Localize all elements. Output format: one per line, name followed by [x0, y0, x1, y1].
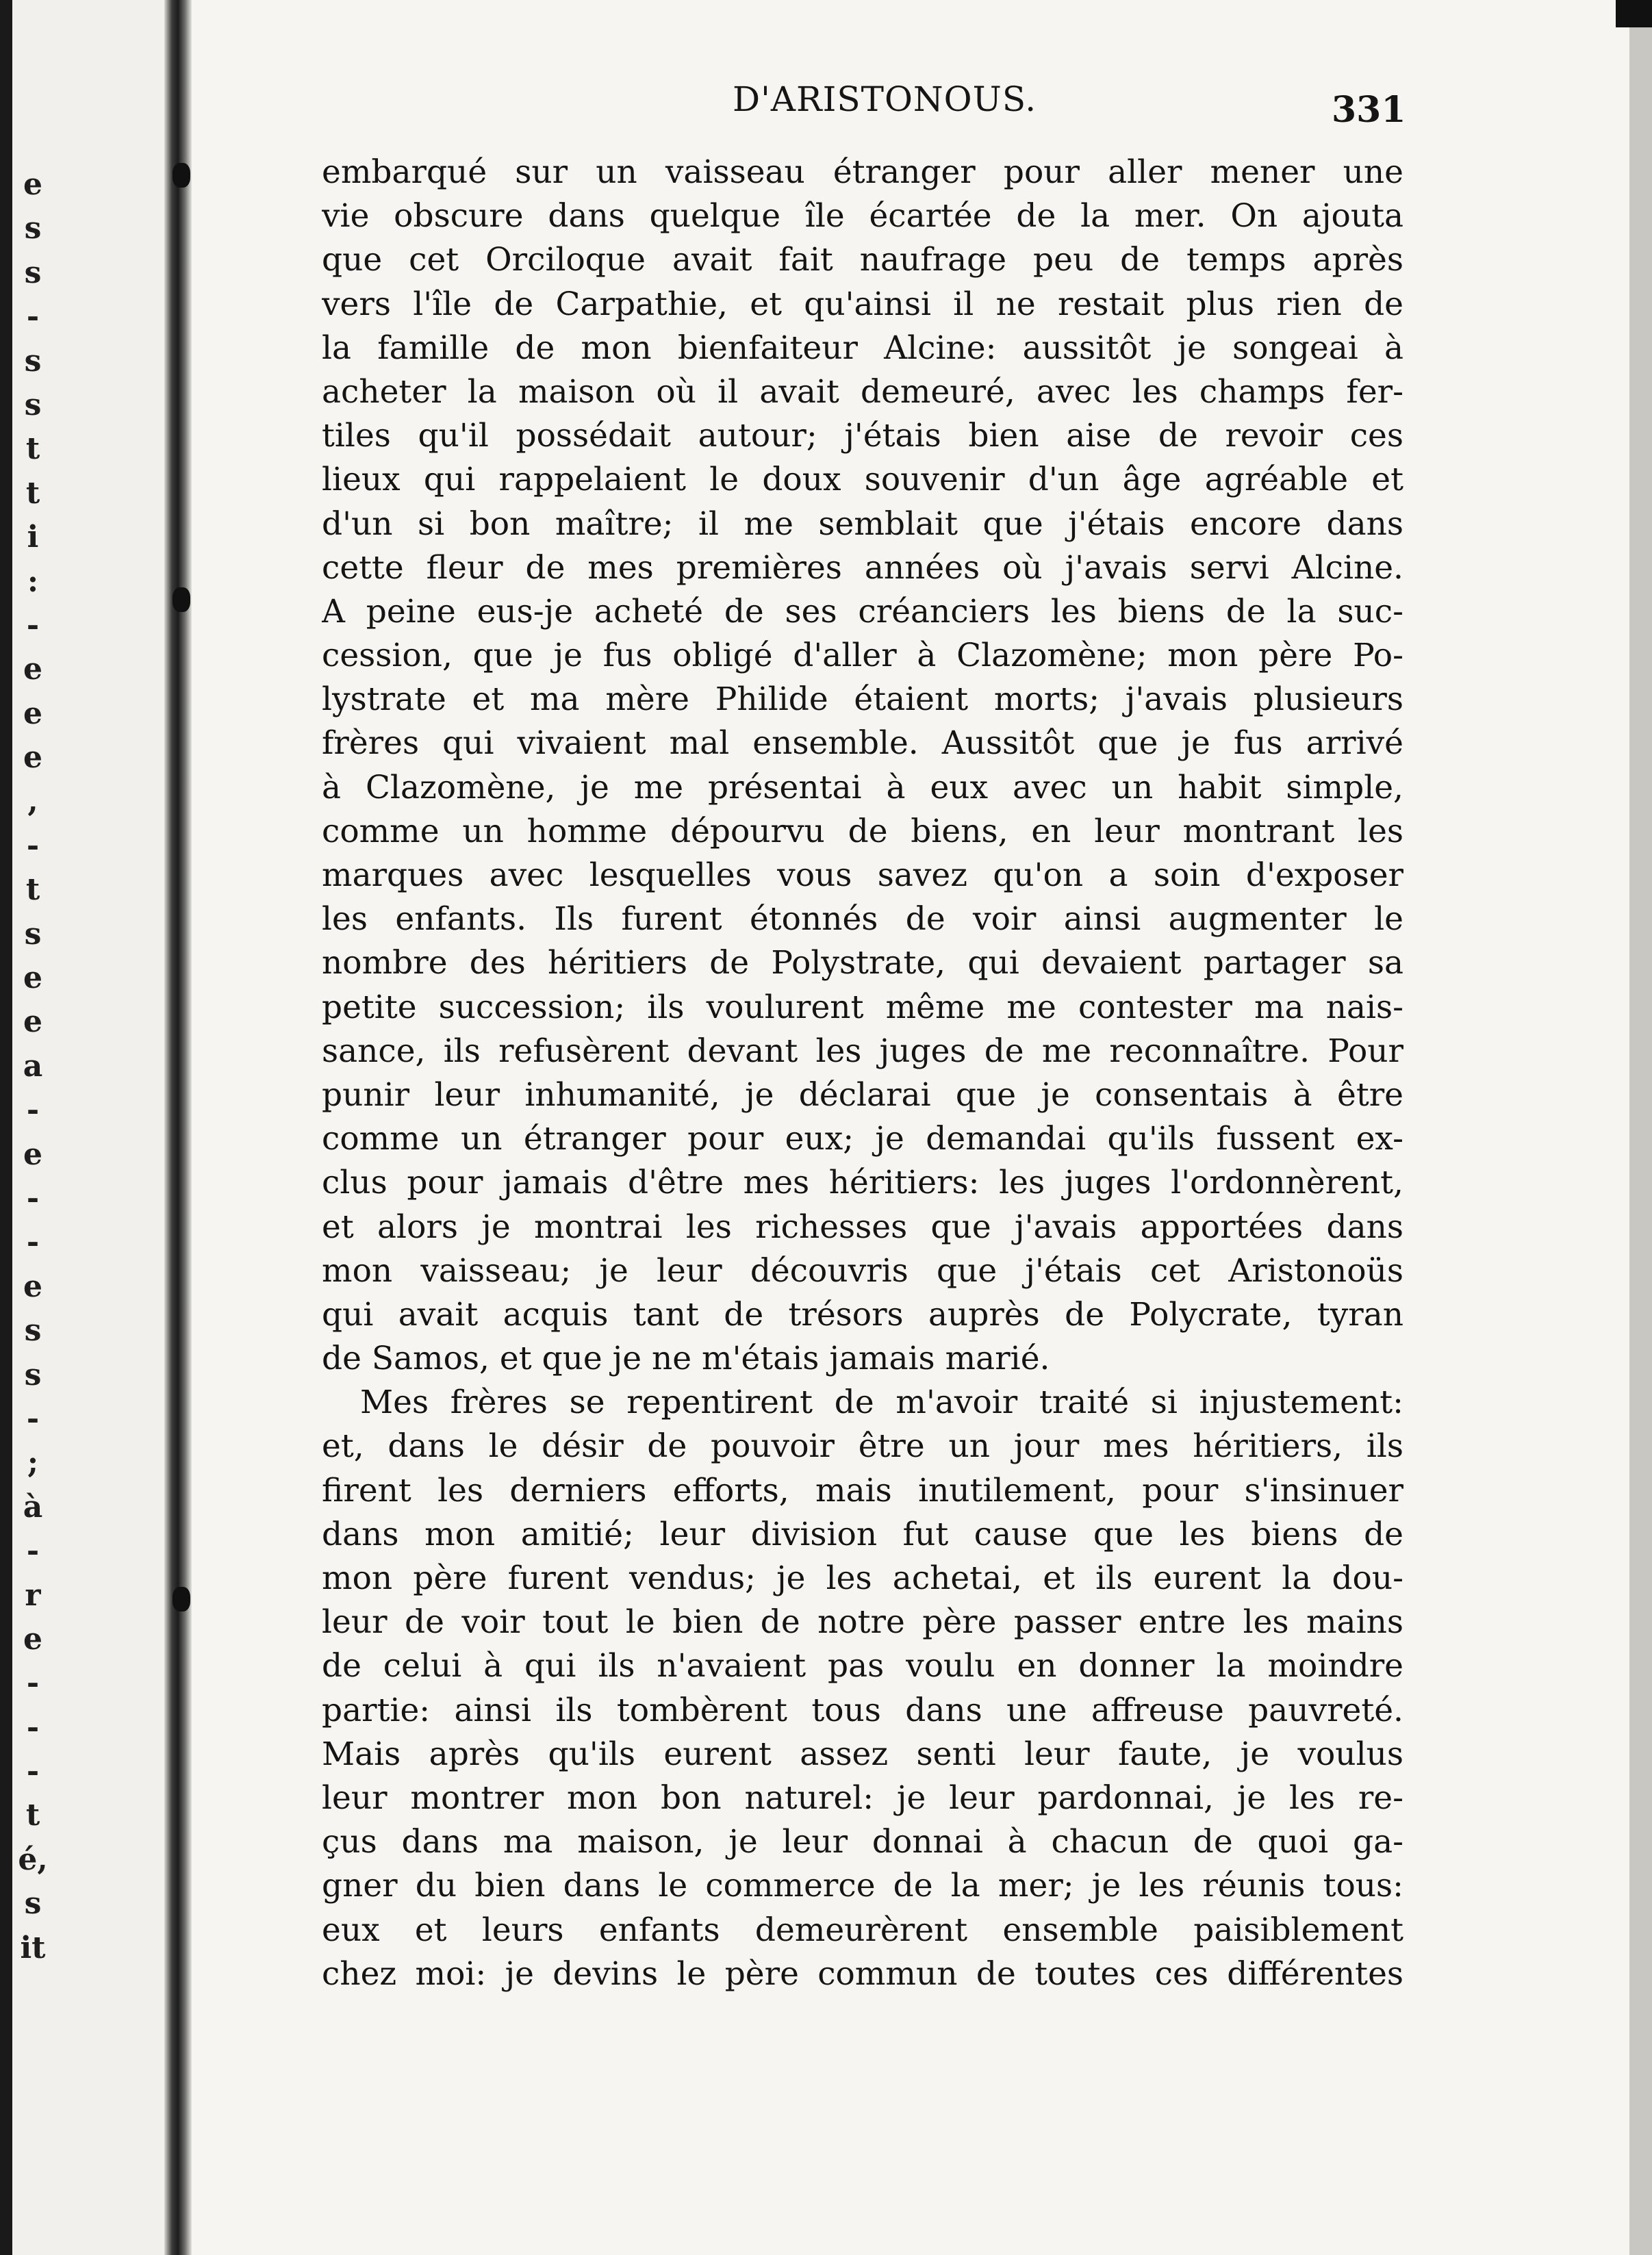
- text-line: vie obscure dans quelque île écartée de la mer. On ajouta: [322, 197, 1403, 235]
- text-line: cession, que je fus obligé d'aller à Clazomène; mon père Po-: [322, 637, 1403, 675]
- scan-border-left: [0, 0, 12, 2255]
- text-line: qui avait acquis tant de trésors auprès de Polycrate, tyran: [322, 1295, 1403, 1334]
- text-line: firent les derniers efforts, mais inutilement, pour s'insinuer: [322, 1471, 1403, 1509]
- facing-fragment: e: [23, 1621, 42, 1657]
- text-line: marques avec lesquelles vous savez qu'on a soin d'exposer: [322, 856, 1403, 894]
- facing-fragment: -: [26, 1401, 40, 1436]
- facing-fragment: -: [26, 1180, 40, 1216]
- text-line: lystrate et ma mère Philide étaient morts; j'avais plusieurs: [322, 680, 1403, 719]
- facing-fragment: i: [27, 520, 39, 555]
- facing-fragment: s: [24, 1313, 42, 1349]
- text-line: les enfants. Ils furent étonnés de voir ainsi augmenter le: [322, 900, 1403, 939]
- facing-fragment: -: [26, 299, 40, 335]
- facing-fragment: -: [26, 1093, 40, 1128]
- facing-fragment: e: [23, 1269, 42, 1304]
- text-line: cette fleur de mes premières années où j'avais servi Alcine.: [322, 548, 1403, 587]
- text-line: tiles qu'il possédait autour; j'étais bien aise de revoir ces: [322, 417, 1403, 455]
- facing-fragment: -: [26, 1225, 40, 1260]
- facing-fragment: e: [23, 740, 42, 776]
- facing-fragment: é,: [18, 1842, 48, 1877]
- facing-fragment: a: [23, 1048, 43, 1084]
- facing-fragment: -: [26, 1666, 40, 1701]
- text-line: dans mon amitié; leur division fut cause que les biens de: [322, 1515, 1403, 1553]
- facing-page-fragments: [12, 163, 53, 1970]
- text-line: A peine eus-je acheté de ses créanciers les biens de la suc-: [322, 592, 1403, 630]
- facing-page-edge: [12, 0, 164, 2255]
- facing-fragment: e: [23, 960, 42, 996]
- facing-fragment: s: [24, 1357, 42, 1392]
- facing-fragment: ,: [27, 784, 38, 819]
- text-line: mon père furent vendus; je les achetai, et ils eurent la dou-: [322, 1559, 1403, 1597]
- text-line: Mes frères se repentirent de m'avoir traité si injustement:: [360, 1384, 1403, 1422]
- text-line: embarqué sur un vaisseau étranger pour aller mener une: [322, 153, 1403, 191]
- text-line: frères qui vivaient mal ensemble. Aussitôt que je fus arrivé: [322, 724, 1403, 763]
- text-line: leur de voir tout le bien de notre père passer entre les mains: [322, 1603, 1403, 1642]
- facing-fragment: t: [25, 431, 40, 467]
- text-line: çus dans ma maison, je leur donnai à chacun de quoi ga-: [322, 1823, 1403, 1861]
- text-line: à Clazomène, je me présentai à eux avec un habit simple,: [322, 768, 1403, 806]
- page-number: 331: [1332, 89, 1406, 131]
- facing-fragment: e: [23, 167, 42, 202]
- text-line: et, dans le désir de pouvoir être un jour mes héritiers, ils: [322, 1427, 1403, 1466]
- text-line: Mais après qu'ils eurent assez senti leur faute, je voulus: [322, 1735, 1403, 1773]
- facing-fragment: e: [23, 652, 42, 687]
- text-line: que cet Orciloque avait fait naufrage peu de temps après: [322, 241, 1403, 279]
- text-line: lieux qui rappelaient le doux souvenir d'un âge agréable et: [322, 461, 1403, 499]
- text-line: partie: ainsi ils tombèrent tous dans une affreuse pauvreté.: [322, 1691, 1403, 1729]
- text-line: et alors je montrai les richesses que j'avais apportées dans: [322, 1208, 1403, 1246]
- scan-corner: [1616, 0, 1652, 27]
- text-line: mon vaisseau; je leur découvris que j'étais cet Aristonoüs: [322, 1251, 1403, 1290]
- text-line: petite succession; ils voulurent même me contester ma nais-: [322, 988, 1403, 1026]
- scan-border-right: [1629, 0, 1652, 2255]
- text-line: d'un si bon maître; il me semblait que j'étais encore dans: [322, 505, 1403, 543]
- facing-fragment: s: [24, 255, 42, 290]
- text-line: chez moi: je devins le père commun de toutes ces différentes: [322, 1954, 1403, 1993]
- facing-fragment: -: [26, 1533, 40, 1569]
- text-line: leur montrer mon bon naturel: je leur pardonnai, je les re-: [322, 1779, 1403, 1817]
- facing-fragment: s: [24, 387, 42, 422]
- text-line: eux et leurs enfants demeurèrent ensemble paisiblement: [322, 1911, 1403, 1949]
- facing-fragment: t: [25, 475, 40, 511]
- facing-fragment: e: [23, 1136, 42, 1172]
- facing-fragment: -: [26, 828, 40, 863]
- facing-fragment: e: [23, 1004, 42, 1040]
- facing-fragment: s: [24, 916, 42, 952]
- facing-fragment: r: [25, 1577, 41, 1613]
- facing-fragment: t: [25, 872, 40, 908]
- binding-mark: [173, 1587, 190, 1611]
- text-line: comme un homme dépourvu de biens, en leur montrant les: [322, 812, 1403, 850]
- facing-fragment: s: [24, 1886, 42, 1922]
- text-line: la famille de mon bienfaiteur Alcine: aussitôt je songeai à: [322, 329, 1403, 367]
- text-line: sance, ils refusèrent devant les juges de me reconnaître. Pour: [322, 1032, 1403, 1070]
- text-line: acheter la maison où il avait demeuré, avec les champs fer-: [322, 372, 1403, 411]
- text-line: vers l'île de Carpathie, et qu'ainsi il ne restait plus rien de: [322, 285, 1403, 323]
- facing-fragment: -: [26, 1754, 40, 1789]
- running-head: D'ARISTONOUS.: [733, 79, 1037, 119]
- body-text: [322, 151, 1403, 1996]
- text-line: de celui à qui ils n'avaient pas voulu en donner la moindre: [322, 1647, 1403, 1685]
- facing-fragment: -: [26, 1709, 40, 1745]
- facing-fragment: s: [24, 211, 42, 246]
- text-line: gner du bien dans le commerce de la mer; je les réunis tous:: [322, 1867, 1403, 1905]
- text-line: comme un étranger pour eux; je demandai qu'ils fussent ex-: [322, 1120, 1403, 1158]
- binding-mark: [173, 163, 190, 188]
- text-line: nombre des héritiers de Polystrate, qui devaient partager sa: [322, 944, 1403, 982]
- book-gutter: [164, 0, 192, 2255]
- facing-fragment: it: [20, 1930, 46, 1965]
- binding-mark: [173, 587, 190, 612]
- text-line: punir leur inhumanité, je déclarai que je consentais à être: [322, 1075, 1403, 1114]
- facing-fragment: à: [23, 1489, 43, 1525]
- facing-fragment: t: [25, 1798, 40, 1833]
- text-line: de Samos, et que je ne m'étais jamais marié.: [322, 1340, 1050, 1378]
- facing-fragment: :: [27, 563, 39, 599]
- facing-fragment: ;: [27, 1445, 39, 1481]
- text-line: clus pour jamais d'être mes héritiers: les juges l'ordonnèrent,: [322, 1164, 1403, 1202]
- facing-fragment: e: [23, 696, 42, 731]
- facing-fragment: s: [24, 343, 42, 379]
- facing-fragment: -: [26, 607, 40, 643]
